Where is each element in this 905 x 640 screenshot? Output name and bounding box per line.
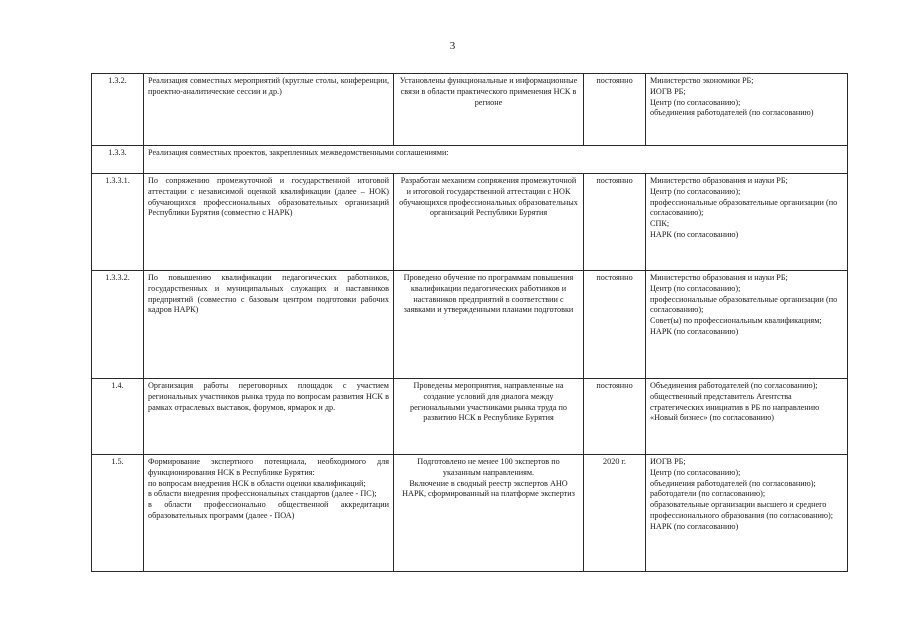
- result-cell: Разработан механизм сопряжения промежуточной и итоговой государственной аттестации с НОК обучающихся профессиональных образовательных организаций Республики Бурятия: [394, 174, 584, 271]
- page-number: 3: [449, 40, 456, 52]
- action-cell: По сопряжению промежуточной и государственной итоговой аттестации с независимой оценкой квалификации (далее – НОК) обучающихся профессиональных образовательных организаций Республики Бурятия (совместно с НАРК): [144, 174, 394, 271]
- row-number: 1.5.: [92, 455, 144, 572]
- result-cell: Проведены мероприятия, направленные на создание условий для диалога между региональными участниками рынка труда по развитию НСК в Республике Бурятия: [394, 379, 584, 455]
- table-row: [92, 74, 848, 146]
- action-cell: [144, 455, 394, 572]
- table-row: [92, 379, 848, 455]
- action-line: по вопросам внедрения НСК в области оценки квалификаций;: [148, 478, 366, 488]
- responsible-cell: [646, 379, 848, 455]
- row-number: 1.4.: [92, 379, 144, 455]
- term-cell: 2020 г.: [584, 455, 646, 572]
- responsible-cell: [646, 455, 848, 572]
- responsible-item: Центр (по согласованию);: [650, 97, 741, 107]
- action-cell: По повышению квалификации педагогических работников, государственных и муниципальных служащих и наставников предприятий (совместно с базовым центром подготовки рабочих кадров НАРК): [144, 271, 394, 379]
- responsible-item: НАРК (по согласованию): [650, 521, 739, 531]
- result-cell: Установлены функциональные и информационные связи в области практического применения НСК в регионе: [394, 74, 584, 146]
- responsible-item: работодатели (по согласованию);: [650, 489, 766, 499]
- responsible-cell: [646, 174, 848, 271]
- table-row: [92, 271, 848, 379]
- responsible-item: Министерство образования и науки РБ;: [650, 176, 788, 185]
- responsible-item: объединения работодателей (по согласованию);: [650, 478, 816, 488]
- result-cell: [394, 455, 584, 572]
- responsible-item: Министерство экономики РБ;: [650, 76, 754, 85]
- term-cell: постоянно: [584, 174, 646, 271]
- action-line: в области внедрения профессиональных стандартов (далее - ПС);: [148, 489, 377, 499]
- action-cell: Реализация совместных мероприятий (круглые столы, конференции, проектно-аналитические сессии и др.): [144, 74, 394, 146]
- row-number: 1.3.3.: [92, 146, 144, 174]
- responsible-item: образовательные организации высшего и среднего профессионального образования (по согласованию);: [650, 500, 834, 520]
- responsible-item: профессиональные образовательные организации (по согласованию);: [650, 197, 838, 218]
- responsible-item: Центр (по согласованию);: [650, 467, 741, 477]
- responsible-item: Совет(ы) по профессиональным квалификациям;: [650, 316, 822, 326]
- responsible-item: Центр (по согласованию);: [650, 186, 741, 196]
- action-line: в области профессионально общественной аккредитации образовательных программ (далее - ПОА): [148, 500, 389, 520]
- row-number: 1.3.2.: [92, 74, 144, 146]
- row-number: 1.3.3.2.: [92, 271, 144, 379]
- responsible-item: Министерство образования и науки РБ;: [650, 273, 788, 282]
- responsible-item: объединения работодателей (по согласованию): [650, 108, 814, 118]
- responsible-item: НАРК (по согласованию): [650, 326, 739, 336]
- result-cell: Проведено обучение по программам повышения квалификации педагогических работников и наставников предприятий в соответствии с заявками и утвержденными планами подготовки: [394, 271, 584, 379]
- responsible-item: Центр (по согласованию);: [650, 283, 741, 293]
- table-row: [92, 455, 848, 572]
- responsible-cell: [646, 74, 848, 146]
- responsible-item: ИОГВ РБ;: [650, 457, 686, 466]
- action-line: Формирование экспертного потенциала, необходимого для функционирования НСК в Республике Бурятия:: [148, 457, 389, 477]
- responsible-item: СПК;: [650, 219, 670, 229]
- term-cell: постоянно: [584, 74, 646, 146]
- responsible-item: общественный представитель Агентства стратегических инициатив в РБ по направлению «Новый бизнес» (по согласованию): [650, 391, 820, 423]
- term-cell: постоянно: [584, 271, 646, 379]
- plan-table: [91, 73, 848, 572]
- responsible-item: НАРК (по согласованию): [650, 229, 739, 239]
- result-line: Включение в сводный реестр экспертов АНО НАРК, сформированный на платформе экспертиз: [402, 478, 575, 499]
- responsible-item: ИОГВ РБ;: [650, 86, 686, 96]
- action-cell: Организация работы переговорных площадок с участием региональных участников рынка труда по вопросам развития НСК в рамках отраслевых выставок, форумов, ярмарок и др.: [144, 379, 394, 455]
- responsible-item: профессиональные образовательные организации (по согласованию);: [650, 294, 838, 315]
- section-heading-cell: Реализация совместных проектов, закрепленных межведомственными соглашениями:: [144, 146, 848, 174]
- result-line: Подготовлено не менее 100 экспертов по указанным направлениям.: [417, 457, 560, 477]
- table-row: [92, 174, 848, 271]
- table-row: [92, 146, 848, 174]
- responsible-item: Объединения работодателей (по согласованию);: [650, 381, 818, 390]
- row-number: 1.3.3.1.: [92, 174, 144, 271]
- term-cell: постоянно: [584, 379, 646, 455]
- responsible-cell: [646, 271, 848, 379]
